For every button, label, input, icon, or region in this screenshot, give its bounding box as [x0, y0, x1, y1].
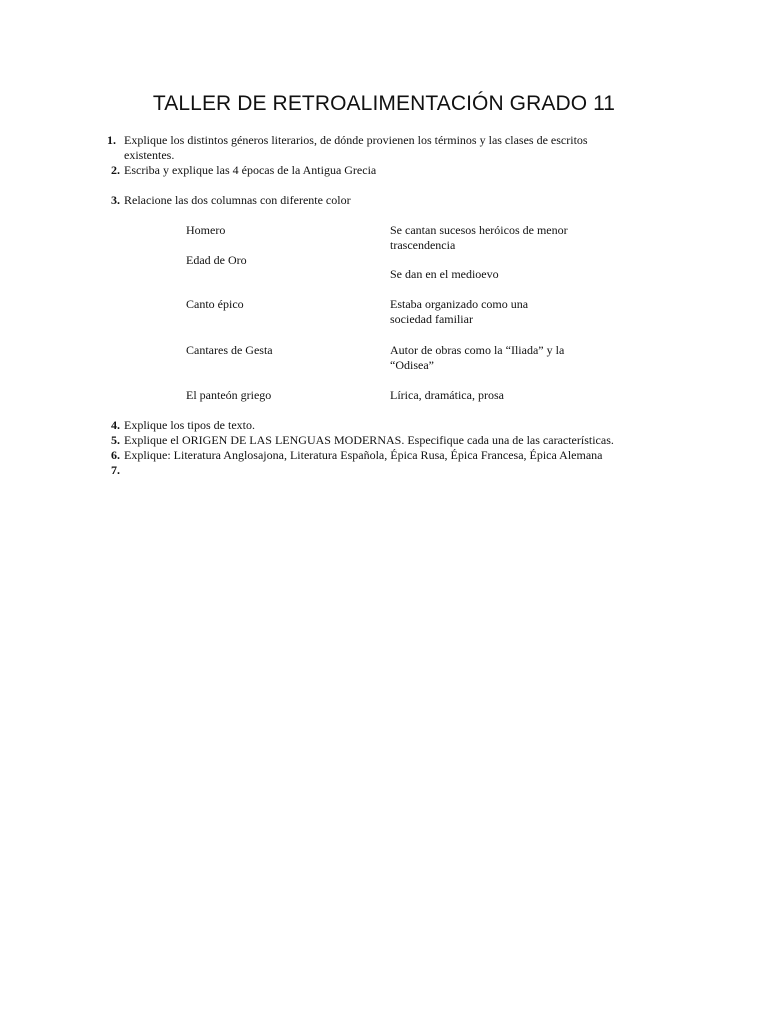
question-text: Explique los distintos géneros literarios, de dónde provienen los términos y las clases de escritos existentes. [124, 133, 588, 162]
left-column-item: Edad de Oro [186, 253, 247, 267]
question-number: 5. [111, 433, 120, 447]
question-number: 7. [111, 463, 120, 477]
left-column-item: El panteón griego [186, 388, 272, 402]
right-column-item: Estaba organizado como una sociedad familiar [390, 297, 529, 326]
question-text: Explique los tipos de texto. [124, 418, 255, 432]
question-text: Explique: Literatura Anglosajona, Literatura Española, Épica Rusa, Épica Francesa, Épica Alemana [124, 448, 603, 462]
left-column-item: Canto épico [186, 297, 244, 311]
question-number: 1. [107, 133, 116, 147]
right-column-item: Lírica, dramática, prosa [390, 388, 504, 402]
question-text: Explique el ORIGEN DE LAS LENGUAS MODERNAS. Especifique cada una de las características. [124, 433, 614, 447]
left-column-item: Homero [186, 223, 226, 237]
question-number: 2. [111, 163, 120, 177]
page-title: TALLER DE RETROALIMENTACIÓN GRADO 11 [152, 92, 616, 115]
left-column-item: Cantares de Gesta [186, 343, 273, 357]
question-number: 6. [111, 448, 120, 462]
right-column-item: Se cantan sucesos heróicos de menor trascendencia [390, 223, 568, 252]
right-column-item: Se dan en el medioevo [390, 267, 499, 281]
right-column-item: Autor de obras como la “Iliada” y la “Odisea” [390, 343, 565, 372]
question-text: Escriba y explique las 4 épocas de la Antigua Grecia [124, 163, 377, 177]
question-number: 3. [111, 193, 120, 207]
question-number: 4. [111, 418, 120, 432]
question-text: Relacione las dos columnas con diferente color [124, 193, 351, 207]
